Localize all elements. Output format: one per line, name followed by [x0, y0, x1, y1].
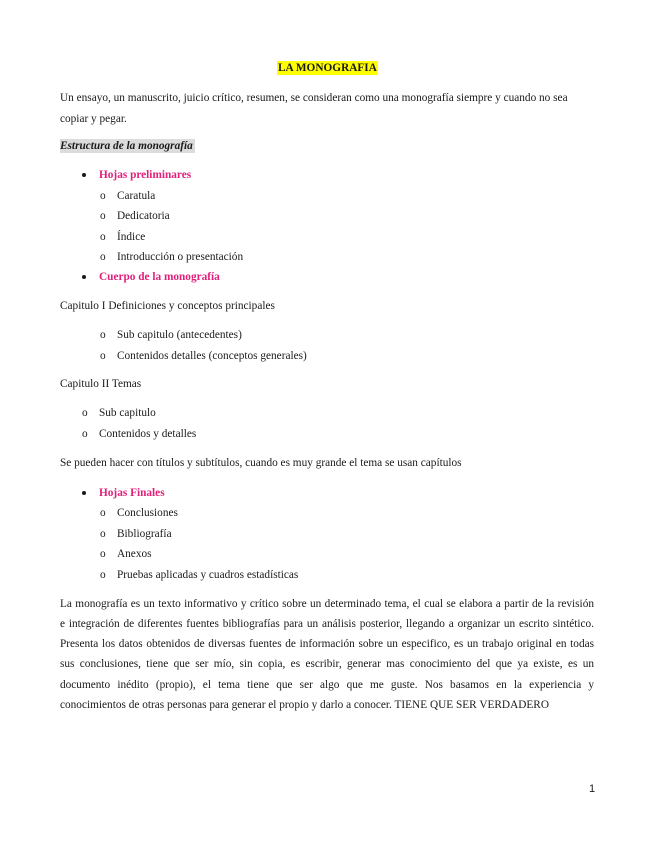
- sub-bullet-icon: o: [100, 350, 106, 362]
- paragraph-line: e integración de diferentes fuentes bibliografías para un análisis posterior, llegando a organizar un escrito sintético.: [60, 618, 594, 630]
- intro-line-2: copiar y pegar.: [60, 113, 127, 125]
- paragraph-line: documento inédito (propio), el tema tiene que ser algo que me guste. Nos basamos en la experiencia y: [60, 679, 594, 691]
- paragraph-line: Presenta los datos obtenidos de diversas fuentes de información sobre un especifico, es un trabajo original en todas: [60, 638, 594, 650]
- list-item: Caratula: [117, 190, 156, 202]
- page-number: 1: [589, 783, 596, 795]
- sub-bullet-icon: o: [100, 329, 106, 341]
- sub-bullet-icon: o: [100, 548, 106, 560]
- sub-bullet-icon: o: [100, 190, 106, 202]
- list-item: Conclusiones: [117, 507, 178, 519]
- intro-line-1: Un ensayo, un manuscrito, juicio crítico, resumen, se consideran como una monografía siempre y cuando no sea: [60, 92, 568, 104]
- sub-bullet-icon: o: [82, 407, 88, 419]
- cuerpo-heading: Cuerpo de la monografía: [99, 271, 220, 283]
- document-title: LA MONOGRAFIA: [278, 62, 377, 74]
- list-item: Pruebas aplicadas y cuadros estadísticas: [117, 569, 299, 581]
- list-item: Sub capitulo: [99, 407, 156, 419]
- bullet-dot-icon: [82, 491, 86, 495]
- list-item: Anexos: [117, 548, 152, 560]
- paragraph-line: conocimientos de otras personas para generar el propio y darlo a conocer. TIENE QUE SER VERDADERO: [60, 699, 549, 711]
- sub-bullet-icon: o: [82, 428, 88, 440]
- sub-bullet-icon: o: [100, 231, 106, 243]
- capitulo-2-heading: Capitulo II Temas: [60, 378, 142, 390]
- list-item: Contenidos y detalles: [99, 428, 197, 440]
- hojas-finales-heading: Hojas Finales: [99, 487, 165, 499]
- capitulo-1-heading: Capitulo I Definiciones y conceptos principales: [60, 300, 275, 312]
- list-item: Sub capitulo (antecedentes): [117, 329, 242, 341]
- list-item: Introducción o presentación: [117, 251, 244, 263]
- paragraph-line: sus conclusiones, tiene que ser mío, sin copia, es escribir, generar mas conocimiento del que ya existe, es un: [60, 658, 594, 670]
- sub-bullet-icon: o: [100, 251, 106, 263]
- sub-bullet-icon: o: [100, 569, 106, 581]
- bullet-dot-icon: [82, 275, 86, 279]
- sub-bullet-icon: o: [100, 210, 106, 222]
- sub-bullet-icon: o: [100, 528, 106, 540]
- sub-bullet-icon: o: [100, 507, 106, 519]
- hojas-preliminares-heading: Hojas preliminares: [99, 169, 192, 181]
- capitulos-note: Se pueden hacer con títulos y subtítulos, cuando es muy grande el tema se usan capítulos: [60, 457, 462, 469]
- structure-heading: Estructura de la monografía: [60, 140, 193, 152]
- list-item: Contenidos detalles (conceptos generales): [117, 350, 307, 362]
- bullet-dot-icon: [82, 173, 86, 177]
- paragraph-line: La monografía es un texto informativo y crítico sobre un determinado tema, el cual se elabora a partir de la revisión: [60, 598, 594, 610]
- list-item: Dedicatoria: [117, 210, 170, 222]
- list-item: Índice: [117, 231, 146, 243]
- list-item: Bibliografía: [117, 528, 172, 540]
